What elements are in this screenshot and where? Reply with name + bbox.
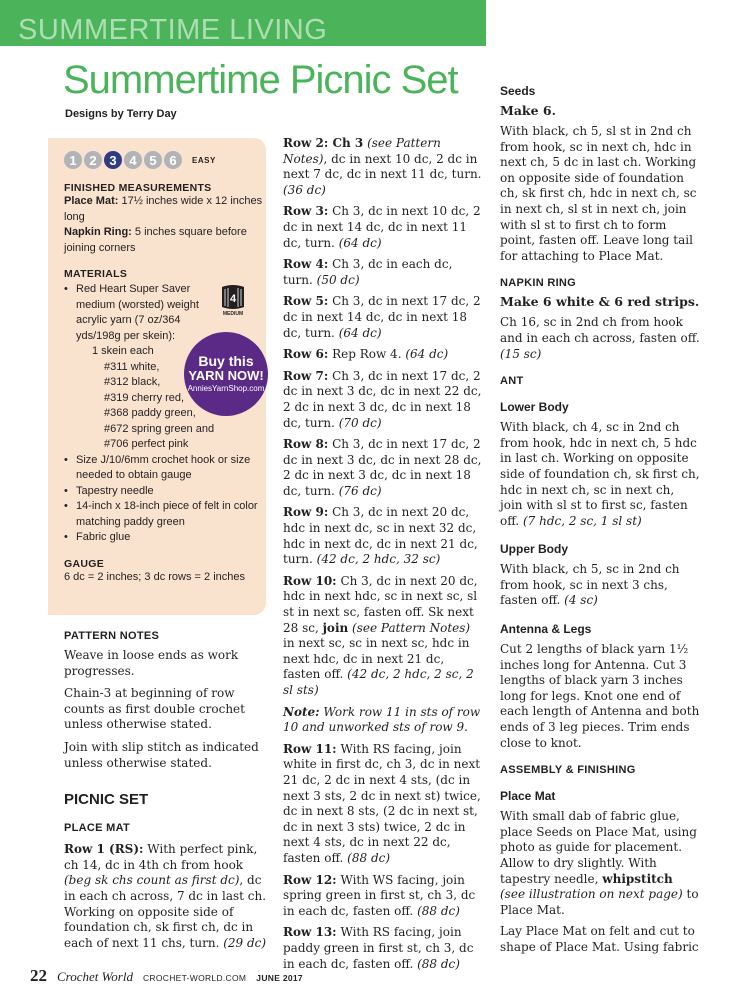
assembly-paragraph: With small dab of fabric glue, place Seeds on Place Mat, using photo as guide for placement. Allow to dry slightly. With tapestry needle, whipstitch (see illustration on next page) to Place Mat. — [500, 809, 699, 917]
magazine-name: Crochet World — [57, 969, 133, 984]
section-banner — [0, 0, 486, 46]
napkin-ring-text: Ch 16, sc in 2nd ch from hook and in each ch across, fasten off. (15 sc) — [500, 315, 700, 361]
note-paragraph: Join with slip stitch as indicated unless otherwise stated. — [64, 739, 259, 770]
seeds-text: With black, ch 5, sl st in 2nd ch from hook, sc in next ch, hdc in next ch, 5 dc in last ch. Working on opposite side of foundation ch, sk first ch, hdc in next ch, sc in next ch, sl st in next ch, join with sl st to first ch to form point, fasten off. Leave long tail for attaching to Place Mat. — [500, 124, 697, 263]
buy-yarn-badge[interactable] — [184, 332, 268, 416]
list-item: • Fabric glue — [64, 530, 264, 546]
yarn-weight-icon — [216, 283, 250, 317]
skill-level-6: 6 — [164, 151, 182, 169]
skill-level — [64, 150, 264, 170]
skill-level-label: EASY — [192, 155, 216, 165]
page-number: 22 — [30, 966, 47, 985]
gauge-heading: GAUGE — [64, 557, 105, 570]
row-5: Row 5: Ch 3, dc in next 17 dc, 2 dc in next 14 dc, dc in next 18 dc, turn. (64 dc) — [283, 294, 481, 340]
buy-badge-line2: YARN NOW! — [188, 367, 264, 383]
row-13: Row 13: With RS facing, join paddy green in first st, ch 3, dc in each dc, fasten off. (88 dc) — [283, 925, 474, 971]
designer-byline: Designs by Terry Day — [65, 108, 177, 120]
list-item: • Red Heart Super Saver medium (worsted) weight acrylic yarn (7 oz/364 yds/198g per skein): 1 skein each #311 white, #312 black, #319 cherry red, #368 paddy green, #672 spring green and #706 perfect pink — [64, 282, 264, 453]
assembly-paragraph: Lay Place Mat on felt and cut to shape of Place Mat. Using fabric — [500, 924, 699, 954]
skill-level-4: 4 — [124, 151, 142, 169]
row-3: Row 3: Ch 3, dc in next 10 dc, 2 dc in next 14 dc, dc in next 11 dc, turn. (64 dc) — [283, 204, 481, 250]
skill-level-5: 5 — [144, 151, 162, 169]
list-item: • Size J/10/6mm crochet hook or size needed to obtain gauge — [64, 453, 264, 484]
row-2: Row 2: Ch 3 (see Pattern Notes), dc in next 10 dc, 2 dc in next 7 dc, dc in next 11 dc, turn. (36 dc) — [283, 136, 482, 197]
skill-level-2: 2 — [84, 151, 102, 169]
materials-heading: MATERIALS — [64, 268, 128, 280]
ant-heading: ANT — [500, 375, 524, 388]
section-banner-text: SUMMERTIME LIVING — [18, 14, 328, 46]
yarn-weight-label: MEDIUM — [222, 311, 244, 317]
list-item: • 14-inch x 18-inch piece of felt in color matching paddy green — [64, 499, 264, 530]
note-paragraph: Chain-3 at beginning of row counts as first double crochet unless otherwise stated. — [64, 686, 245, 732]
napkin-ring-size: Napkin Ring: 5 inches square before joining corners — [64, 226, 247, 254]
page-footer — [30, 966, 303, 986]
pattern-notes-heading: PATTERN NOTES — [64, 630, 160, 642]
skill-level-3: 3 — [104, 151, 122, 169]
row-6: Row 6: Rep Row 4. (64 dc) — [283, 347, 449, 362]
lower-body-heading: Lower Body — [500, 400, 569, 415]
yarn-weight-number: 4 — [229, 293, 237, 305]
rows-column — [283, 136, 485, 972]
row-7: Row 7: Ch 3, dc in next 17 dc, 2 dc in next 3 dc, dc in next 22 dc, 2 dc in next 3 dc, dc in next 18 dc, turn. (70 dc) — [283, 368, 482, 430]
picnic-set-heading: PICNIC SET — [64, 791, 149, 809]
row-10: Row 10: Ch 3, dc in next 20 dc, hdc in next hdc, sc in next sc, sl st in next sc, fasten off. Sk next 28 sc, join (see Pattern Notes) in next sc, sc in next sc, hdc in next hdc, dc in next 21 dc, fasten off. (42 dc, 2 hdc, 2 sc, 2 sl sts) — [283, 573, 478, 697]
antenna-legs-heading: Antenna & Legs — [500, 622, 592, 637]
row-9: Row 9: Ch 3, dc in next 20 dc, hdc in next dc, sc in next 32 dc, hdc in next dc, dc in next 21 dc, turn. (42 dc, 2 hdc, 32 sc) — [283, 505, 478, 567]
list-item: • Tapestry needle — [64, 484, 264, 500]
napkin-ring-make: Make 6 white & 6 red strips. — [500, 294, 700, 310]
row-12: Row 12: With WS facing, join spring green in first st, ch 3, dc in each dc, fasten off. (88 dc) — [283, 872, 476, 918]
lower-body-text: With black, ch 4, sc in 2nd ch from hook, hdc in next ch, 5 hdc in last ch. Working on opposite side of foundation ch, sk first ch, hdc in next ch, sc in next ch, join with sl st to first sc, fasten off. (7 hdc, 2 sc, 1 sl st) — [500, 420, 700, 528]
magazine-site: CROCHET-WORLD.COM — [142, 973, 247, 983]
gauge-text: 6 dc = 2 inches; 3 dc rows = 2 inches — [64, 570, 245, 583]
place-mat-size: Place Mat: 17½ inches wide x 12 inches long — [64, 195, 263, 223]
row-4: Row 4: Ch 3, dc in each dc, turn. (50 dc) — [283, 257, 453, 287]
place-mat-heading: PLACE MAT — [64, 822, 131, 835]
components-column — [500, 84, 700, 956]
buy-badge-link[interactable]: AnniesYarnShop.com — [187, 383, 265, 393]
pattern-notes — [64, 630, 274, 951]
assembly-heading: ASSEMBLY & FINISHING — [500, 764, 636, 777]
upper-body-text: With black, ch 5, sc in 2nd ch from hook, sc in next 3 chs, fasten off. (4 sc) — [500, 562, 680, 608]
seeds-make: Make 6. — [500, 103, 556, 118]
napkin-ring-heading: NAPKIN RING — [500, 277, 577, 290]
finished-heading: FINISHED MEASUREMENTS — [64, 182, 212, 194]
skill-level-1: 1 — [64, 151, 82, 169]
note-paragraph: Weave in loose ends as work progresses. — [64, 648, 239, 678]
row-note: Note: Work row 11 in sts of row 10 and unworked sts of row 9. — [283, 704, 481, 735]
page-title: Summertime Picnic Set — [63, 58, 458, 102]
row-8: Row 8: Ch 3, dc in next 17 dc, 2 dc in next 3 dc, dc in next 28 dc, 2 dc in next 3 dc, dc in next 18 dc, turn. (76 dc) — [283, 437, 482, 498]
issue-date: JUNE 2017 — [256, 973, 303, 983]
seeds-heading: Seeds — [500, 84, 536, 98]
assembly-place-mat-heading: Place Mat — [500, 789, 556, 804]
antenna-legs-text: Cut 2 lengths of black yarn 1½ inches long for Antenna. Cut 3 lengths of black yarn 3 inches long for legs. Knot one end of each length of Antenna and both ends of 3 leg pieces. Trim ends close to knot. — [500, 642, 700, 750]
buy-badge-line1: Buy this — [198, 352, 254, 369]
row-11: Row 11: With RS facing, join white in first dc, ch 3, dc in next 21 dc, 2 dc in next 4 sts, (dc in next 3 sts, 2 dc in next st) twice, dc in next 8 sts, (2 dc in next st, dc in next 3 sts) twice, 2 dc in next 4 sts, dc in next 22 dc, fasten off. (88 dc) — [283, 741, 481, 865]
row-1: Row 1 (RS): With perfect pink, ch 14, dc in 4th ch from hook (beg sk chs count as first dc), dc in each ch across, 7 dc in last ch. Working on opposite side of foundation ch, sk first ch, dc in each of next 11 chs, turn. (29 dc) — [64, 842, 267, 950]
upper-body-heading: Upper Body — [500, 542, 569, 557]
